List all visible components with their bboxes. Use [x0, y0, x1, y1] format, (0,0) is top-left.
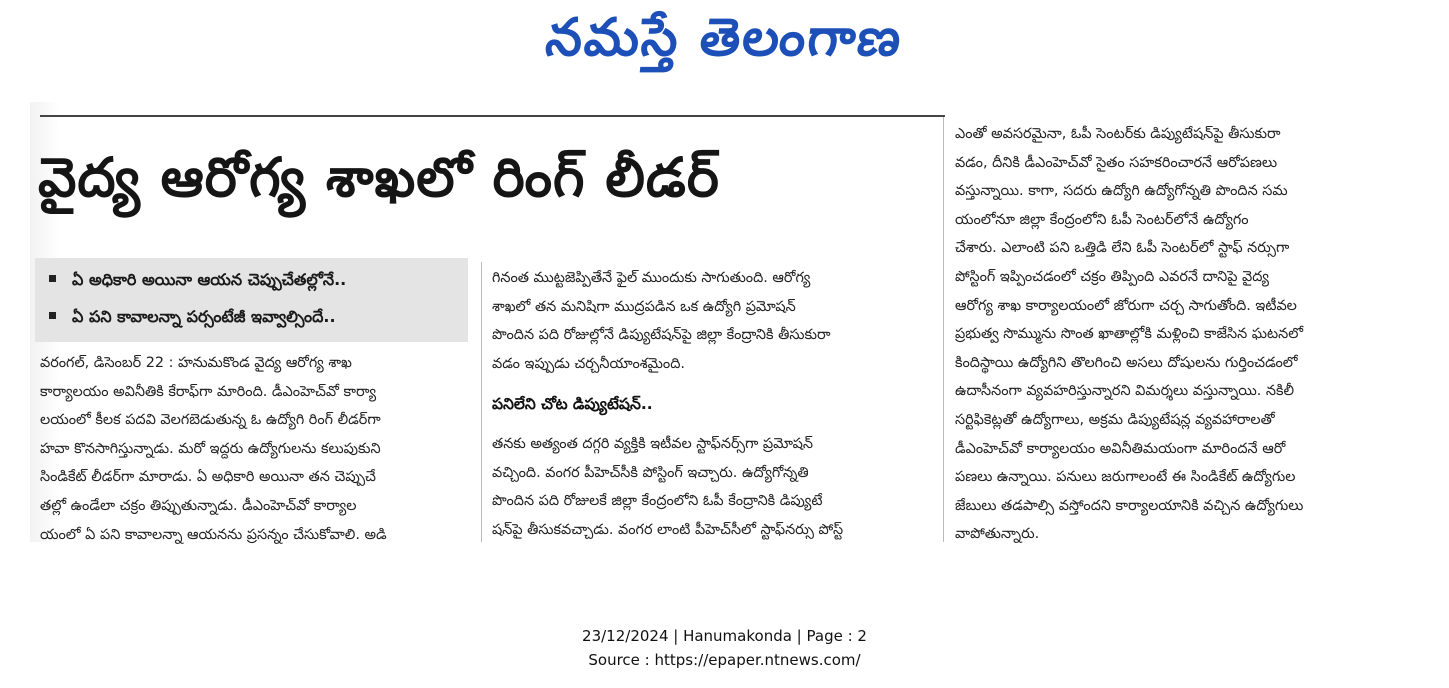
masthead — [0, 0, 1449, 80]
highlight-item: ఏ అధికారి అయినా ఆయన చెప్పుచేతల్లోనే.. — [49, 270, 346, 293]
highlight-item: ఏ పని కావాలన్నా పర్సంటేజీ ఇవ్వాల్సిందే.. — [49, 307, 336, 330]
bullet-square-icon — [49, 312, 56, 319]
page-footer — [0, 624, 1449, 672]
article-column-2-continued: తనకు అత్యంత దగ్గరి వ్యక్తికి ఇటీవల స్టాఫ్‌నర్స్‌గా ప్రమోషన్ వచ్చింది. వంగర పీహెచ్‌సీకి పోస్టింగ్ ఇచ్చారు. ఉద్యోగోన్నతి పొందిన పది రోజులకే జిల్లా కేంద్రంలోని ఓపీ కేంద్రానికి డిప్యుటే షన్‌పై తీసుకవచ్చాడు. వంగర లాంటి పీహెచ్‌సీలో స్టాఫ్‌నర్సు పోస్ట్ — [492, 436, 844, 538]
column-divider — [481, 262, 482, 542]
footer-date-edition: 23/12/2024 | Hanumakonda | Page : 2 — [582, 627, 867, 645]
newspaper-logo: నమస్తే తెలంగాణ — [543, 8, 906, 68]
highlights-box — [35, 258, 468, 342]
footer-source: Source : https://epaper.ntnews.com/ — [588, 651, 861, 669]
top-rule — [40, 115, 945, 117]
bullet-square-icon — [49, 275, 56, 282]
article-subheading: పనిలేని చోట డిప్యుటేషన్.. — [492, 395, 653, 413]
article-headline: వైద్య ఆరోగ్య శాఖలో రింగ్ లీడర్ — [38, 146, 720, 209]
news-clipping — [30, 102, 1419, 542]
article-column-1: వరంగల్, డిసెంబర్ 22 : హనుమకొండ వైద్య ఆరోగ్య శాఖ కార్యాలయం అవినీతికి కేరాఫ్‌గా మారింది. డీఎంహెచ్‌వో కార్యా లయంలో కీలక పదవి వెలగబెడుతున్న ఓ ఉద్యోగి రింగ్ లీడర్‌గా హవా కొనసాగిస్తున్నాడు. మరో ఇద్దరు ఉద్యోగులను కలుపుకుని సిండికేట్ లీడర్‌గా మారాడు. ఏ అధికారి అయినా తన చెప్పుచే తల్లో ఉండేలా చక్రం తిప్పుతున్నాడు. డీఎంహెచ్‌వో కార్యాల యంలో ఏ పని కావాలన్నా ఆయనను ప్రసన్నం చేసుకోవాలి. అడి — [40, 355, 387, 543]
article-column-3: ఎంతో అవసరమైనా, ఓపీ సెంటర్‌కు డిప్యుటేషన్‌పై తీసుకురా వడం, దీనికి డీఎంహెచ్‌వో సైతం సహకరించారనే ఆరోపణలు వస్తున్నాయి. కాగా, సదరు ఉద్యోగి ఉద్యోగోన్నతి పొందిన సమ యంలోనూ జిల్లా కేంద్రంలోని ఓపీ సెంటర్‌లోనే ఉద్యోగం చేశారు. ఎలాంటి పని ఒత్తిడి లేని ఓపీ సెంటర్‌లో స్టాఫ్ నర్సుగా పోస్టింగ్ ఇప్పించడంలో చక్రం తిప్పింది ఎవరనే దానిపై వైద్య ఆరోగ్య శాఖ కార్యాలయంలో జోరుగా చర్చ సాగుతోంది. ఇటీవల ప్రభుత్వ సొమ్మును సొంత ఖాతాల్లోకి మళ్లించి కాజేసిన ఘటనలో కిందిస్థాయి ఉద్యోగిని తొలగించి అసలు దోషులను గుర్తించడంలో ఉదాసీనంగా వ్యవహరిస్తున్నారని విమర్శలు వస్తున్నాయి. నకిలీ సర్టిఫికెట్లతో ఉద్యోగాలు, అక్రమ డిప్యుటేషన్ల వ్యవహారాలతో డీఎంహెచ్‌వో కార్యాలయం అవినీతిమయంగా మారిందనే ఆరో పణలు ఉన్నాయి. పనులు జరుగాలంటే ఈ సిండికేట్ ఉద్యోగుల జేబులు తడపాల్సి వస్తోందని కార్యాలయానికి వచ్చిన ఉద్యోగులు వాపోతున్నారు. — [955, 126, 1304, 543]
article-column-2: గినంత ముట్టజెప్పితేనే ఫైల్ ముందుకు సాగుతుంది. ఆరోగ్య శాఖలో తన మనిషిగా ముద్రపడిన ఒక ఉద్యోగి ప్రమోషన్ పొందిన పది రోజుల్లోనే డిప్యుటేషన్‌పై జిల్లా కేంద్రానికి తీసుకురా వడం ఇప్పుడు చర్చనీయాంశమైంది. — [492, 270, 831, 372]
column-divider — [943, 117, 944, 542]
